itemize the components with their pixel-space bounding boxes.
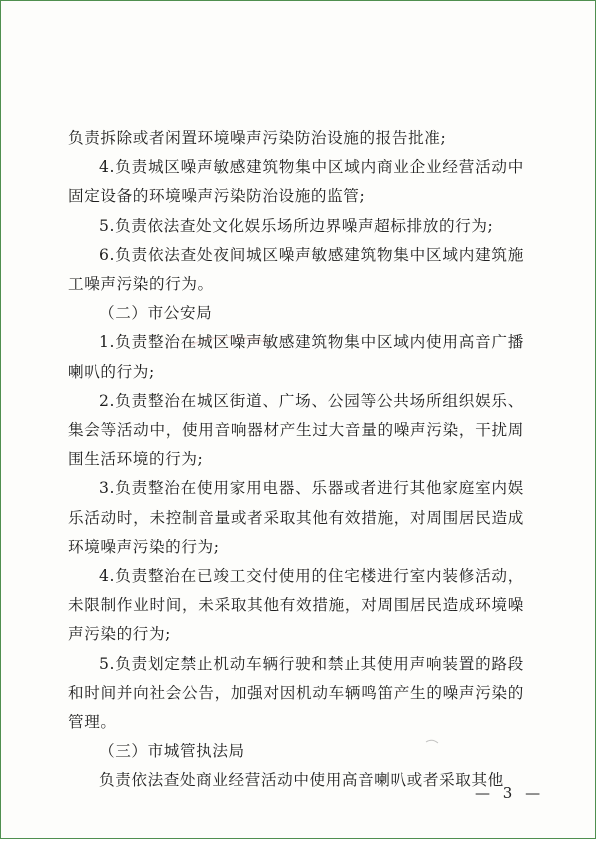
- paragraph-item: 4.负责城区噪声敏感建筑物集中区域内商业企业经营活动中固定设备的环境噪声污染防治设施的监管;: [68, 158, 524, 206]
- paragraph-item: 负责依法查处商业经营活动中使用高音喇叭或者采取其他: [99, 771, 504, 790]
- paragraph-item: 5.负责划定禁止机动车辆行驶和禁止其使用声响装置的路段和时间并向社会公告，加强对因机动车辆鸣笛产生的噪声污染的管理。: [68, 654, 524, 732]
- paragraph-item: 1.负责整治在城区噪声敏感建筑物集中区域内使用高音广播喇叭的行为;: [68, 333, 524, 381]
- paragraph-item: 6.负责依法查处夜间城区噪声敏感建筑物集中区域内建筑施工噪声污染的行为。: [68, 245, 524, 294]
- section-heading: （二）市公安局: [99, 304, 213, 323]
- paragraph-item: 2.负责整治在城区街道、广场、公园等公共场所组织娱乐、集会等活动中，使用音响器材产生过大音量的噪声污染，干扰周围生活环境的行为;: [68, 391, 524, 469]
- paragraph-continuation: 负责拆除或者闲置环境噪声污染防治设施的报告批准;: [68, 129, 447, 147]
- section-heading: （三）市城管执法局: [99, 742, 245, 761]
- paragraph-item: 4.负责整治在已竣工交付使用的住宅楼进行室内装修活动，未限制作业时间，未采取其他有效措施，对周围居民造成环境噪声污染的行为;: [68, 567, 524, 644]
- document-body: [68, 124, 524, 796]
- paragraph-item: 5.负责依法查处文化娱乐场所边界噪声超标排放的行为;: [99, 216, 494, 235]
- paragraph-item: 3.负责整治在使用家用电器、乐器或者进行其他家庭室内娱乐活动时，未控制音量或者采取其他有效措施，对周围居民造成环境噪声污染的行为;: [68, 479, 524, 556]
- page-number: — 3 —: [475, 784, 545, 802]
- ink-blot-mark: [425, 737, 439, 747]
